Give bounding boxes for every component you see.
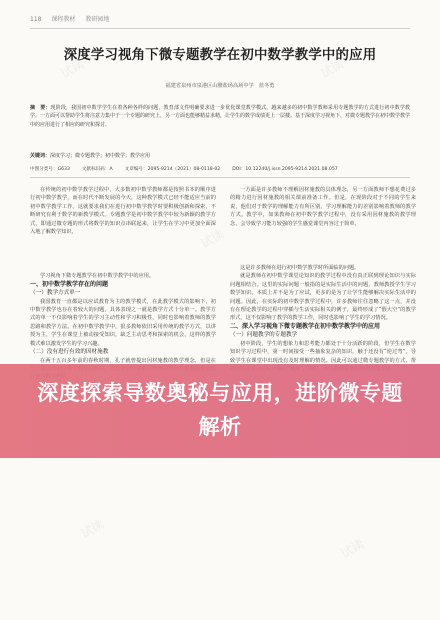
right-paragraph-3: 就是教师在初中数学课堂论知识的教学过程中没有真正联到理论知识与实际问题相结合。这里的实际问题一般指的是实际生活中的问题，教师教授学生学习数学知识，本质上并不是为了应试，更多的是为了让学生能够解决实际生活中的问题。因此，在实际的初中数学教学过程中，许多教师往往忽略了这一点，并没有在理论教学的过程中穿插与生活实际相关的例子，最终形成了“假大空”的教学形式，这不仅影响了教学的教学工作，同时也影响了学生的学习情况。 [230,273,416,322]
right-paragraph-1: 一方面是许多教师不理解因材施教的具体理念，另一方面教师不想花费过多的精力进行因材施教的相关课前准备工作。但是，在现阶段对于不同的学生来说，他们对于数学的理解能力有所区别，学习理解能力的差别影响着教师的教学方式。教学中，如果教师在初中数学教学过程中，没有采用因材施教的教学理念，会导致学习能力较强的学生感觉课堂内容过于简单， [230,187,416,227]
section-heading-1: 一、初中数学教学存在的问题 [30,280,109,288]
watermark-text: 试读 [198,226,227,251]
watermark-text: 试读 [318,56,347,81]
author-affiliation: 福建省泉州市泉港区山腰盐场高场中学 蓝冬勇 [165,83,275,89]
left-column [30,186,216,382]
left-paragraph-3: 在两千五百多年前的春秋时期，孔子就曾提出因材施教的教学理念，但是在 [40,357,216,364]
abstract [30,104,410,129]
journal-name: 课程教材 [51,16,76,23]
keywords [30,152,410,159]
right-column [230,186,416,373]
article-meta [30,166,410,178]
banner-title: 深度探索导数奥秘与应用，进阶微专题解析 [37,381,403,439]
keywords-label: 关键词： [30,153,51,159]
left-intro-tail: 学习视角下微专题教学在初中数学教学中的应用。 [40,273,155,280]
column-name: 教研园地 [85,16,110,23]
abstract-text: 现阶段，我国初中数学学生在着各种各样的问题，教育部文件明确要求进一步优化课堂教学模式。越来越多的初中数学教师采用专题教学的方式进行初中数学教学。一方面可以帮助学生将注意力集中于一个专题的研究上，另一方面也能够精益求精，让学生的数学成绩更上一层楼。基于深度学习视角下，对微专题教学在初中数学教学中的应用进行了相应的研究和探讨。 [30,105,411,128]
abstract-label: 摘 要： [30,105,51,111]
subheading-1: （一）教学方式单一 [30,290,81,297]
watermark-text: 试读 [78,516,107,541]
article-title: 深度学习视角下微专题教学在初中数学教学中的应用 [63,47,377,63]
right-paragraph-4: 初中阶段，学生的想象力和思考能力都处于十分活跃的阶段，但学生在数学知识学习过程中，第一时间接受一些抽象复杂的知识，触于还没有“逆过弯”，导致学生在课堂中出现没有及时理解的情况。因此可以通过微专题教学的方式，帮 [230,340,416,364]
page-number: 118 [30,16,42,23]
keywords-text: 深度学习；微专题教学；初中数学；教学应用 [50,153,151,159]
meta-article-number: 文章编号：2095-9214（2021）08-0118-02 [124,167,221,172]
left-intro-paragraph: 在传统的初中数学教学过程中，大多数初中数学教师都是按照书本的顺序进行初中数学教学，而在时代不断发展的今天，这种教学模式已经不能适应当前的初中数学教学工作。这就要求我们在进行初中数学教学时要积极创新和探索，不断研究有利于数学的新教学模式。专题教学是初中数学教学中较为新颖的教学方式，即通过微专题的形式将数学的知识点串联起来，让学生在学习中更加全面深入地了解数学知识， [30,187,216,236]
subheading-3: （一）问题教学的专题教学 [230,332,298,339]
meta-doi: DOI：10.12240/j.issn.2095-9214.2021.08.057 [232,167,338,172]
right-paragraph-2: 这是许多教师在进行初中数学教学时所面临的问题。 [240,265,360,272]
page-header [30,14,410,29]
watermark-text: 试读 [338,536,367,561]
section-heading-2: 二、深入学习视角下微专题教学在初中数学教学中的应用 [230,322,381,330]
meta-doc-code: 文献标识码：A [81,167,113,172]
watermark-text: 试读 [58,56,87,81]
meta-clc: 中图分类号：G633 [30,167,70,172]
subheading-2: （二）没有进行有效的因材施教 [30,349,109,356]
left-paragraph-2: 我国教育一直都是以应试教育为主的教学模式，在此教学模式的影响下，初中数学教学也存在着较大的问题，具体表现之一就是教学方式十分单一。教学方式的单一不仅影响着学生的学习主动性和学习积极性，同时也影响着教师的教学思路和教学方法。在初中数学教学中，很多教师依旧采用传统的教学方式，以讲授为主，学生在课堂上被动接受知识，缺乏主动思考和探索的机会，这样的教学模式难以激发学生的学习兴趣。 [30,298,216,347]
